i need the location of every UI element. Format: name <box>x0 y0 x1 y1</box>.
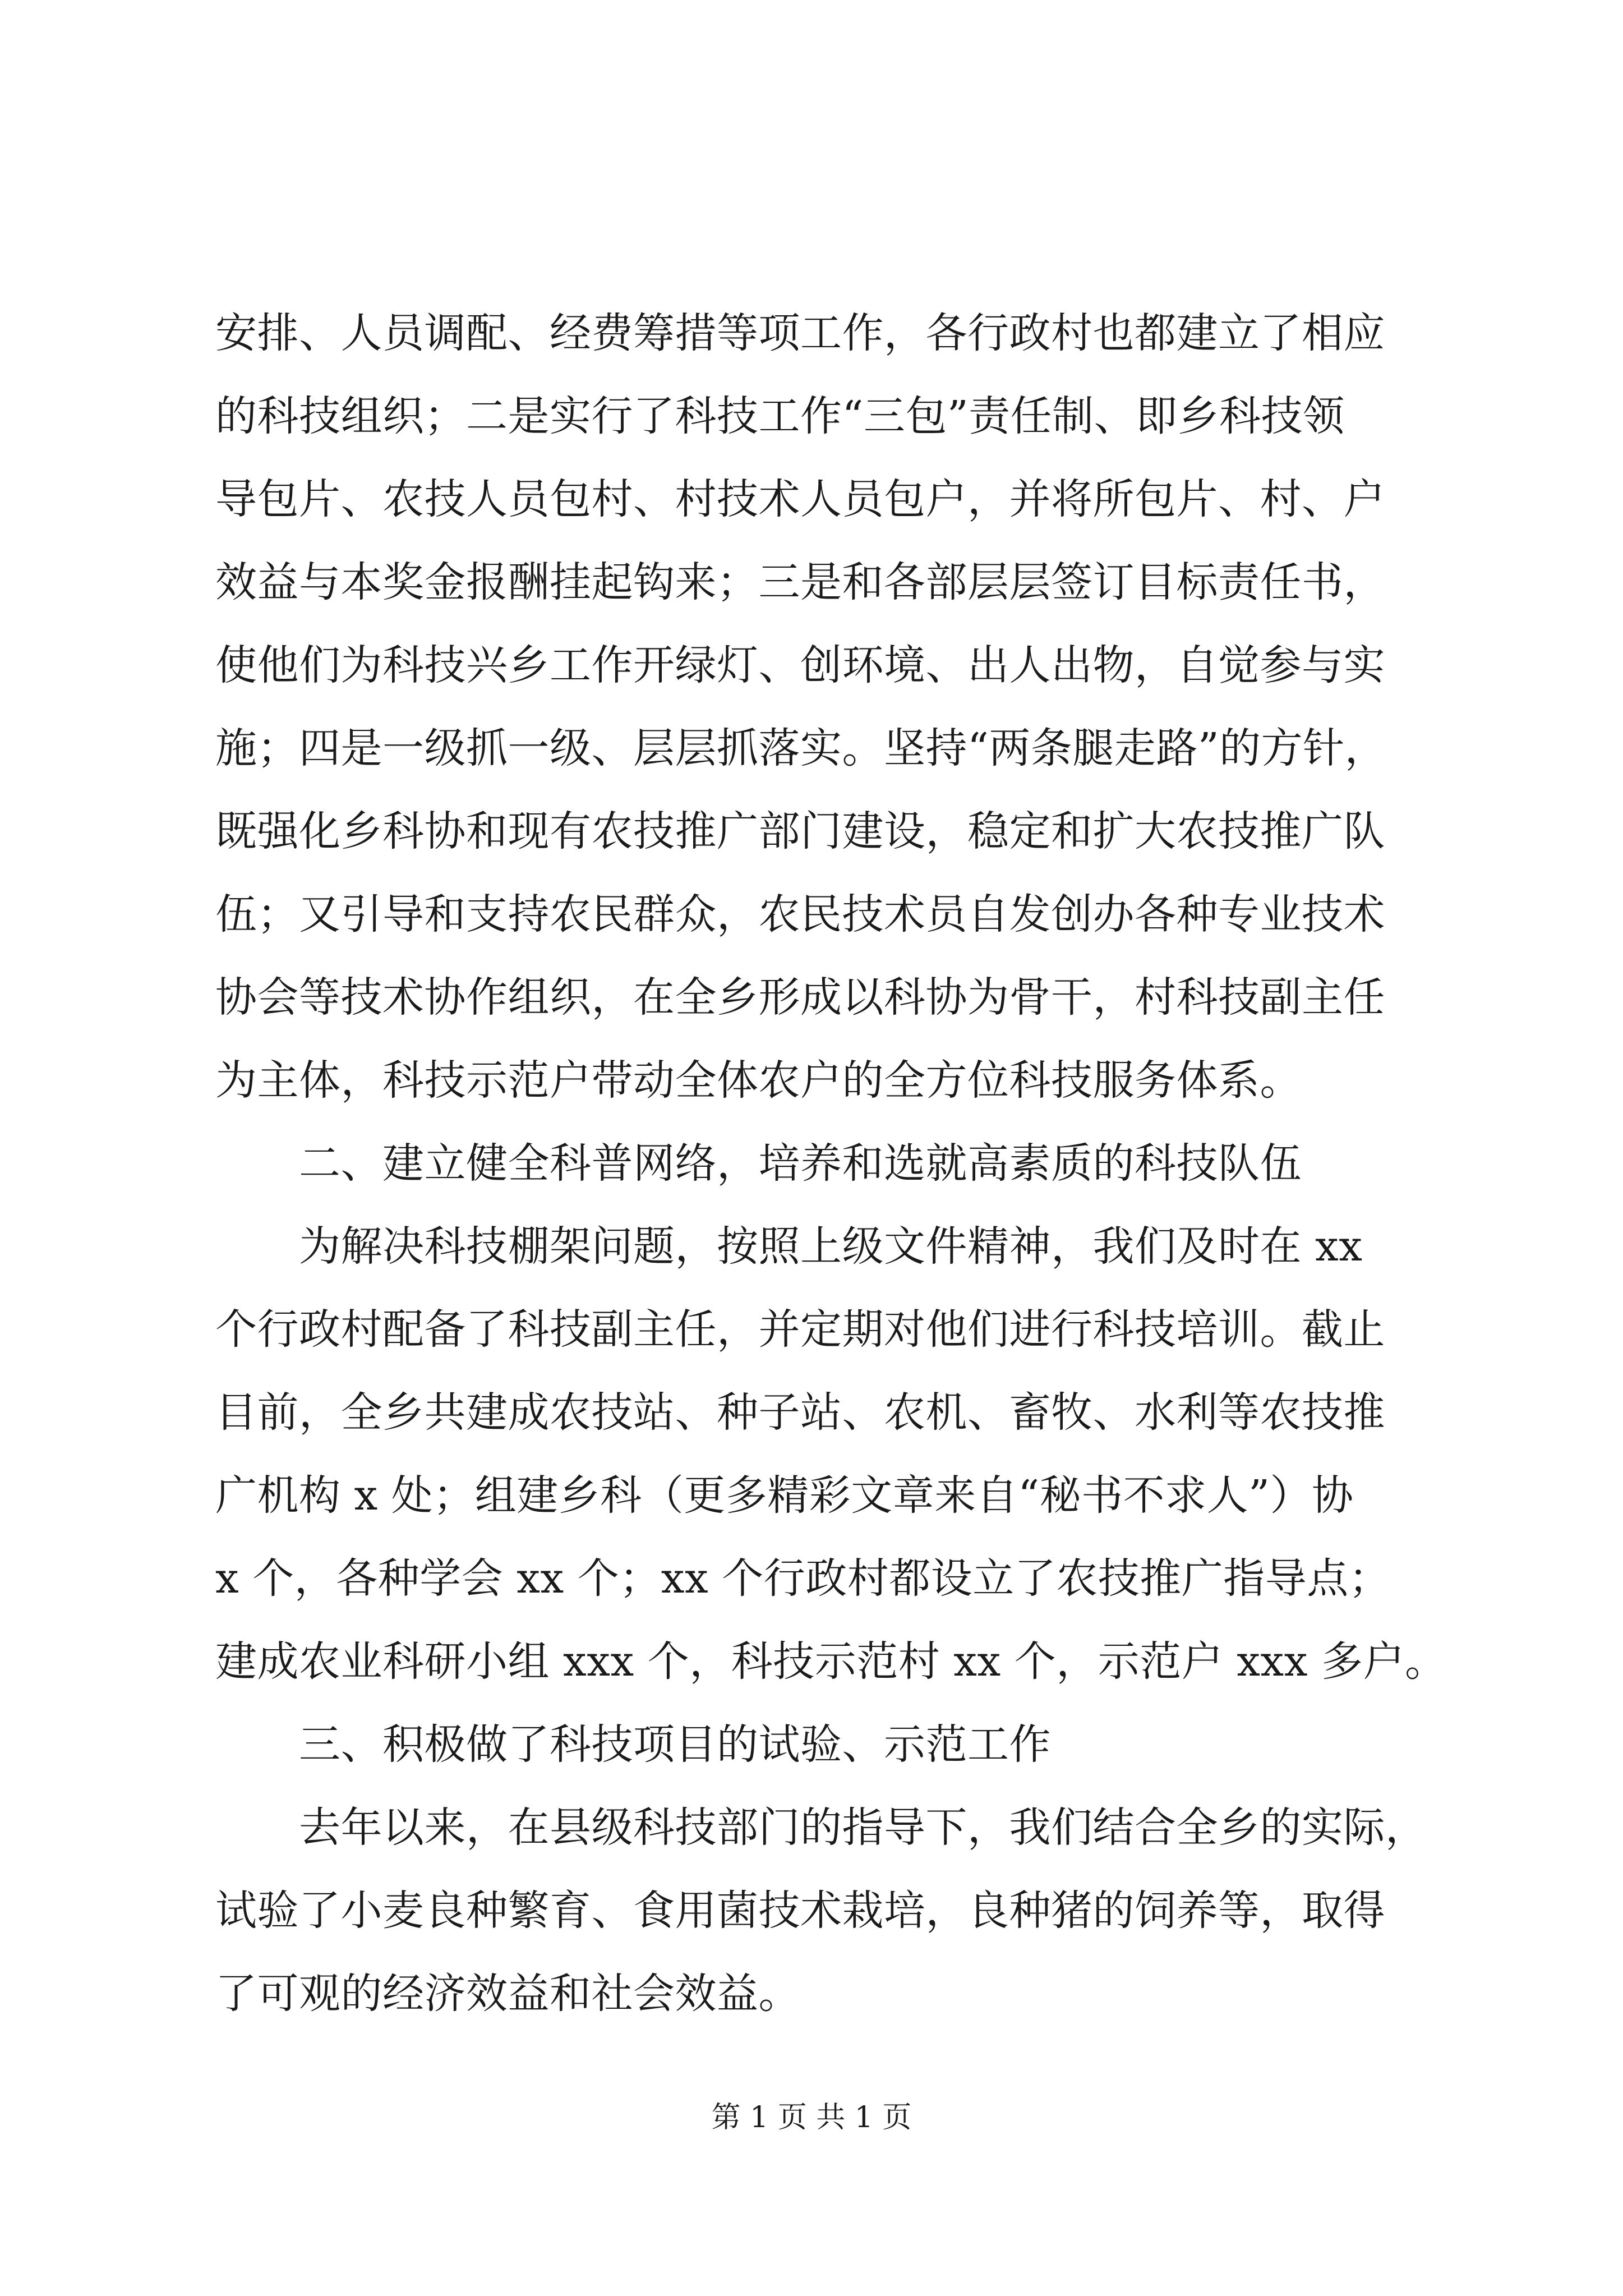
body-line: 导包片、农技人员包村、村技术人员包户，并将所包片、村、户 <box>215 475 1385 523</box>
body-line: 安排、人员调配、经费筹措等项工作，各行政村也都建立了相应 <box>215 309 1385 357</box>
body-line: 既强化乡科协和现有农技推广部门建设，稳定和扩大农技推广队 <box>215 807 1385 855</box>
body-line: 试验了小麦良种繁育、食用菌技术栽培，良种猪的饲养等，取得 <box>215 1887 1385 1935</box>
body-line: 的科技组织；二是实行了科技工作“三包”责任制、即乡科技领 <box>215 392 1345 440</box>
body-line: 伍；又引导和支持农民群众，农民技术员自发创办各种专业技术 <box>215 890 1385 938</box>
body-line: 协会等技术协作组织，在全乡形成以科协为骨干，村科技副主任 <box>215 973 1385 1022</box>
body-line: 去年以来，在县级科技部门的指导下，我们结合全乡的实际， <box>215 1803 1427 1852</box>
body-line: 使他们为科技兴乡工作开绿灯、创环境、出人出物，自觉参与实 <box>215 641 1385 689</box>
body-line: 了可观的经济效益和社会效益。 <box>215 1970 800 2018</box>
document-body <box>215 292 1447 2035</box>
body-line: 建成农业科研小组 xxx 个，科技示范村 xx 个，示范户 xxx 多户。 <box>215 1637 1447 1686</box>
body-line: 个行政村配备了科技副主任，并定期对他们进行科技培训。截止 <box>215 1305 1385 1354</box>
body-line: 为主体，科技示范户带动全体农户的全方位科技服务体系。 <box>215 1056 1302 1105</box>
body-line: 目前，全乡共建成农技站、种子站、农机、畜牧、水利等农技推 <box>215 1388 1385 1437</box>
body-line: 为解决科技棚架问题，按照上级文件精神，我们及时在 xx <box>215 1222 1363 1271</box>
body-line: x 个，各种学会 xx 个；xx 个行政村都设立了农技推广指导点； <box>215 1554 1391 1603</box>
page-footer: 第 1 页 共 1 页 <box>711 2101 912 2134</box>
section-heading: 三、积极做了科技项目的试验、示范工作 <box>215 1720 1051 1769</box>
body-line: 效益与本奖金报酬挂起钩来；三是和各部层层签订目标责任书， <box>215 558 1385 606</box>
body-line: 广机构 x 处；组建乡科（更多精彩文章来自“秘书不求人”）协 <box>215 1471 1354 1520</box>
body-line: 施；四是一级抓一级、层层抓落实。坚持“两条腿走路”的方针， <box>215 724 1387 772</box>
section-heading: 二、建立健全科普网络，培养和选就高素质的科技队伍 <box>215 1139 1302 1188</box>
